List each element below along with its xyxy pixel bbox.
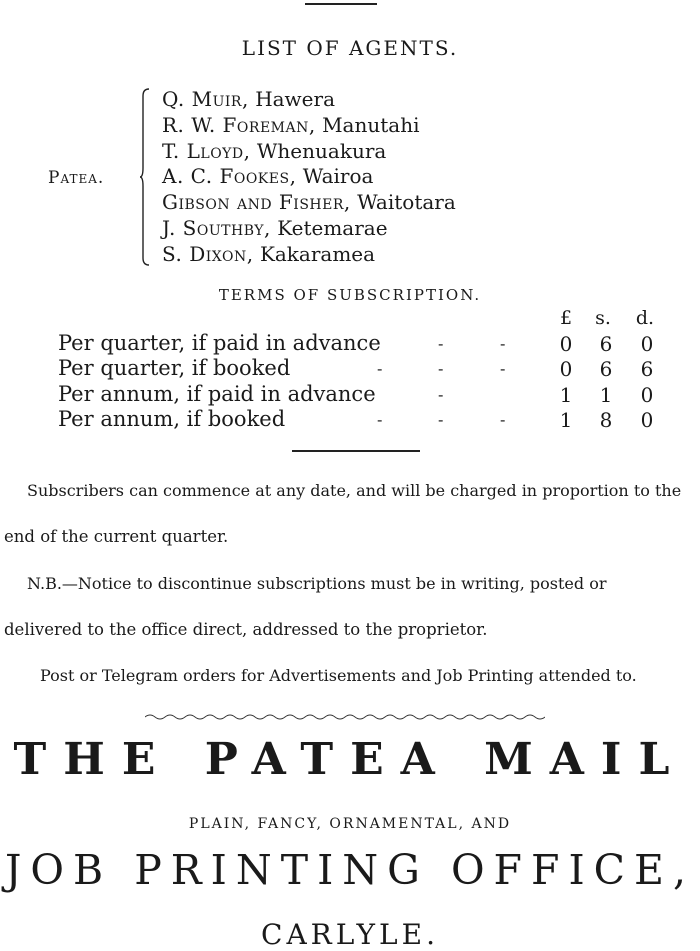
rate-dash: - <box>377 410 383 429</box>
rate-dash: - <box>377 359 383 378</box>
rate-label: Per quarter, if paid in advance <box>58 331 381 355</box>
nb-note-line1: N.B.—Notice to discontinue subscriptions must be in writing, posted or <box>27 574 607 593</box>
rate-shillings: 6 <box>599 332 613 356</box>
rate-dash: - <box>500 359 506 378</box>
rate-dash: - <box>438 359 444 378</box>
rate-pounds: 1 <box>559 383 573 407</box>
orders-note: Post or Telegram orders for Advertisements and Job Printing attended to. <box>40 666 637 685</box>
rate-pence: 0 <box>640 332 654 356</box>
agent-item: R. W. Foreman, Manutahi <box>162 112 420 137</box>
pounds-header: £ <box>559 307 573 329</box>
rate-shillings: 1 <box>599 383 613 407</box>
wavy-rule <box>145 712 545 722</box>
nb-note-line2: delivered to the office direct, addressed to the proprietor. <box>4 620 488 639</box>
agents-list <box>162 87 456 268</box>
rate-dash: - <box>500 410 506 429</box>
subscribers-note-line1: Subscribers can commence at any date, and will be charged in proportion to the <box>27 481 682 500</box>
paper-name: THE PATEA MAIL <box>13 734 687 785</box>
agent-item: T. Lloyd, Whenuakura <box>162 138 387 163</box>
rate-label: Per annum, if booked <box>58 407 286 431</box>
rate-dash: - <box>438 334 444 353</box>
curly-brace <box>140 88 150 266</box>
terms-heading: TERMS OF SUBSCRIPTION. <box>218 286 482 304</box>
pence-header: d. <box>635 307 655 329</box>
agent-item: A. C. Fookes, Wairoa <box>162 164 374 189</box>
office-location: CARLYLE. <box>261 918 439 951</box>
rate-dash: - <box>438 410 444 429</box>
agent-item: Q. Muir, Hawera <box>162 87 335 111</box>
subscribers-note-line2: end of the current quarter. <box>4 527 229 546</box>
job-printing-office: JOB PRINTING OFFICE, <box>5 846 695 894</box>
rate-label: Per annum, if paid in advance <box>58 382 376 406</box>
rate-pounds: 1 <box>559 408 573 432</box>
agent-item: S. Dixon, Kakaramea <box>162 241 376 266</box>
shillings-header: s. <box>595 307 611 329</box>
rate-pence: 0 <box>640 383 654 407</box>
rate-pounds: 0 <box>559 357 573 381</box>
agent-item: J. Southby, Ketemarae <box>162 215 388 240</box>
agent-item: Gibson and Fisher, Waitotara <box>162 190 456 215</box>
rate-shillings: 6 <box>599 357 613 381</box>
top-rule <box>305 3 377 5</box>
rate-pounds: 0 <box>559 332 573 356</box>
rate-shillings: 8 <box>599 408 613 432</box>
rate-pence: 0 <box>640 408 654 432</box>
agents-heading: LIST OF AGENTS. <box>241 36 459 60</box>
section-rule <box>292 450 420 452</box>
printing-types: PLAIN, FANCY, ORNAMENTAL, AND <box>188 816 512 832</box>
rate-label: Per quarter, if booked <box>58 356 291 380</box>
rate-dash: - <box>438 385 444 404</box>
rate-pence: 6 <box>640 357 654 381</box>
rate-dash: - <box>500 334 506 353</box>
agents-town-label: Patea. <box>48 168 105 188</box>
